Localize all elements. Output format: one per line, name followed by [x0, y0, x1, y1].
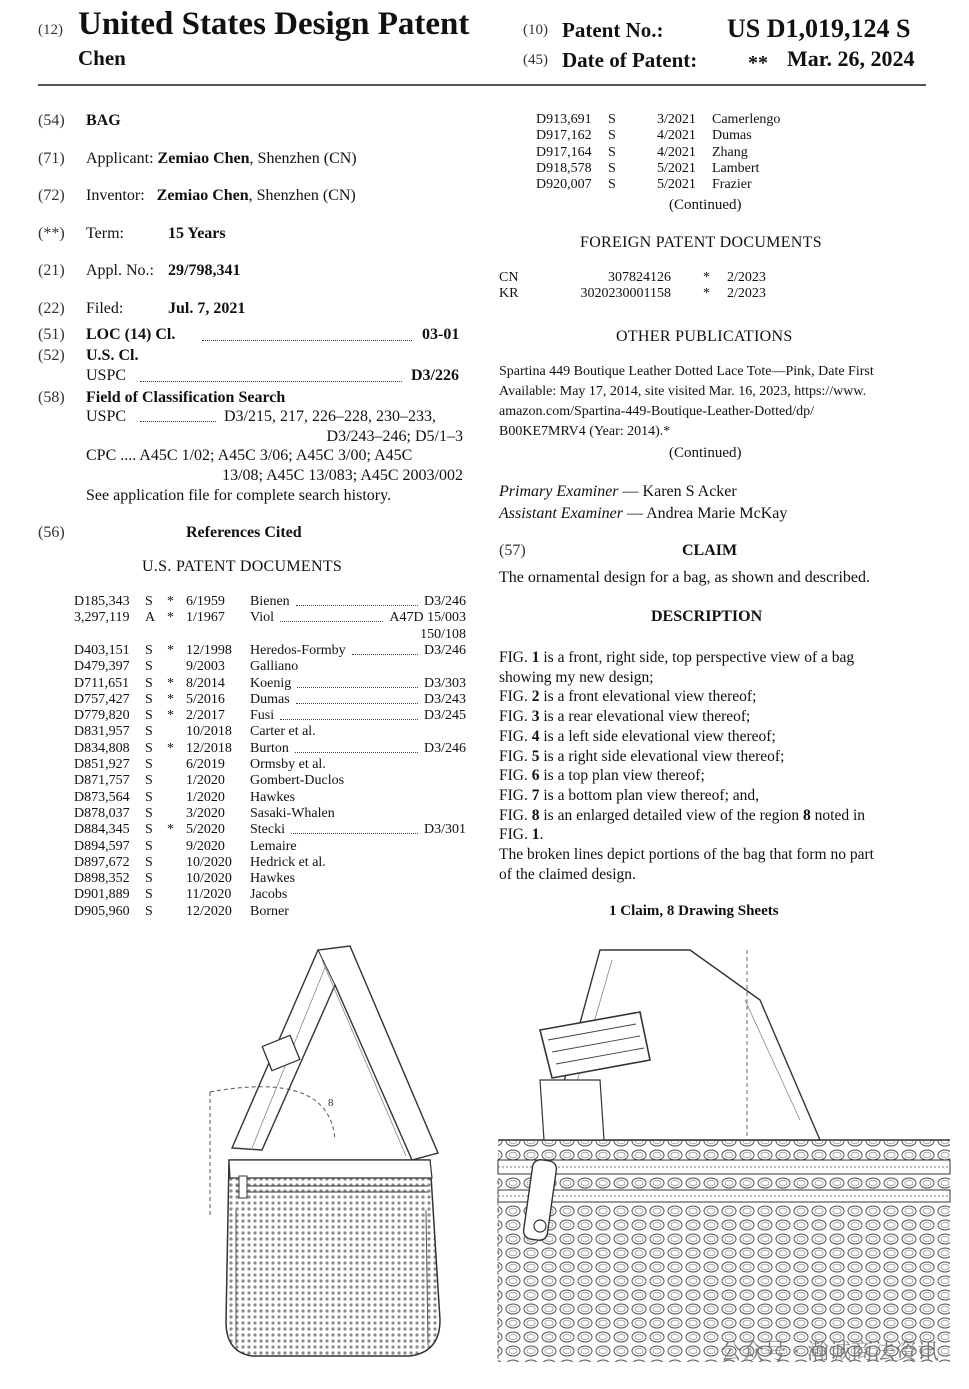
claim-text: The ornamental design for a bag, as shown and described. [499, 569, 870, 586]
foreign-cc: CN [499, 270, 519, 285]
other-publication-line: B00KE7MRV4 (Year: 2014).* [499, 424, 671, 439]
reference-date: 1/1967 [186, 610, 225, 626]
claims-sheets-count: 1 Claim, 8 Drawing Sheets [609, 903, 779, 919]
reference-date: 6/2019 [186, 757, 225, 772]
reference-num: D878,037 [74, 805, 130, 821]
foreign-date: 2/2023 [727, 286, 766, 301]
applicant-name: Zemiao Chen [157, 150, 250, 167]
patent-number: US D1,019,124 S [727, 14, 911, 43]
reference-kind: S [608, 160, 616, 176]
reference-star: * [167, 594, 174, 609]
reference-star: * [167, 610, 174, 626]
reference-kind: A [145, 610, 156, 626]
reference-name: Hawkes [250, 789, 296, 805]
reference-date: 5/2020 [186, 822, 225, 838]
reference-name: Jacobs [250, 887, 288, 903]
reference-num: D831,957 [74, 724, 130, 740]
other-publications-heading: OTHER PUBLICATIONS [616, 328, 793, 345]
reference-date: 3/2020 [186, 805, 225, 821]
reference-name: Galliano [250, 659, 299, 675]
appl-no-label: Appl. No.: [86, 262, 154, 279]
inventor-label: Inventor: [86, 187, 145, 204]
reference-num: D757,427 [74, 691, 130, 707]
references-cited-heading: References Cited [186, 524, 302, 541]
reference-num: 3,297,119 [74, 610, 130, 626]
reference-name: Dumas [250, 691, 290, 707]
reference-star: * [167, 691, 174, 707]
reference-date: 10/2018 [186, 724, 232, 740]
reference-name: Ormsby et al. [250, 757, 326, 772]
reference-cls: D3/303 [424, 675, 466, 691]
reference-date: 5/2016 [186, 691, 225, 707]
reference-date: 12/1998 [186, 642, 232, 658]
reference-num: D901,889 [74, 887, 130, 903]
search-cpc-line-1: CPC .... A45C 1/02; A45C 3/06; A45C 3/00; A45C [86, 447, 413, 464]
inid-code-10: (10) [523, 22, 548, 38]
us-class-value: D3/226 [411, 367, 459, 384]
reference-num: D851,927 [74, 757, 130, 772]
search-uspc-label: USPC [86, 408, 127, 425]
foreign-star: * [703, 270, 710, 285]
primary-examiner-name: — Karen S Acker [622, 483, 737, 500]
reference-num: D894,597 [74, 838, 130, 854]
design-title: BAG [86, 112, 121, 129]
reference-kind: S [145, 659, 153, 675]
search-cpc-line-2: 13/08; A45C 13/083; A45C 2003/002 [222, 467, 463, 484]
reference-date: 5/2021 [657, 177, 696, 193]
field-of-search-label: Field of Classification Search [86, 389, 286, 406]
inid-code-51: (51) [38, 326, 65, 343]
reference-cls: D3/243 [424, 691, 466, 707]
reference-star: * [167, 708, 174, 724]
reference-name: Koenig [250, 675, 292, 691]
filed-label: Filed: [86, 300, 124, 317]
reference-name: Borner [250, 903, 289, 919]
reference-num: D884,345 [74, 822, 130, 838]
reference-kind: S [145, 822, 153, 838]
applicant-surname: Chen [78, 46, 126, 70]
term-value: 15 Years [168, 225, 226, 242]
reference-name: Zhang [712, 144, 748, 160]
reference-kind: S [145, 887, 153, 903]
other-publication-line: Available: May 17, 2014, site visited Mar. 16, 2023, https://www. [499, 384, 867, 399]
reference-num: D897,672 [74, 854, 130, 870]
reference-name: Stecki [250, 822, 285, 838]
foreign-date: 2/2023 [727, 270, 766, 285]
foreign-cc: KR [499, 286, 519, 301]
reference-kind: S [145, 871, 153, 887]
reference-name: Hawkes [250, 871, 296, 887]
reference-num: D403,151 [74, 642, 130, 658]
reference-name: Burton [250, 740, 289, 756]
reference-date: 4/2021 [657, 144, 696, 160]
fig-desc-line: FIG. 7 is a bottom plan view thereof; and, [499, 786, 760, 804]
fig1-reference-numeral: 8 [328, 1097, 334, 1109]
reference-num: D185,343 [74, 594, 130, 609]
reference-name: Fusi [250, 708, 275, 724]
reference-num: D918,578 [536, 160, 592, 176]
applicant-location: , Shenzhen (CN) [249, 150, 357, 167]
fig-desc-line: FIG. 1. [499, 826, 544, 844]
reference-num: D834,808 [74, 740, 130, 756]
inid-code-56: (56) [38, 524, 65, 541]
reference-num: D898,352 [74, 871, 130, 887]
foreign-num: 3020230001158 [580, 286, 671, 301]
inid-code-45: (45) [523, 52, 548, 68]
reference-kind: S [145, 691, 153, 707]
reference-date: 6/1959 [186, 594, 225, 609]
inid-code-57: (57) [499, 542, 526, 559]
reference-cls: D3/246 [424, 642, 466, 658]
fig1-bag-drawing [210, 946, 440, 1356]
inid-code-58: (58) [38, 389, 65, 406]
date-of-patent: Mar. 26, 2024 [787, 46, 915, 71]
reference-date: 10/2020 [186, 854, 232, 870]
reference-num: D917,162 [536, 128, 592, 144]
reference-kind: S [608, 177, 616, 193]
fig-desc-line: FIG. 6 is a top plan view thereof; [499, 767, 705, 785]
reference-num: D779,820 [74, 708, 130, 724]
fig-desc-line: FIG. 3 is a rear elevational view thereof; [499, 708, 751, 726]
reference-kind: S [145, 838, 153, 854]
reference-kind: S [608, 128, 616, 144]
reference-name: Lemaire [250, 838, 297, 854]
us-patent-documents-heading: U.S. PATENT DOCUMENTS [142, 558, 343, 575]
reference-cls: 150/108 [420, 626, 466, 642]
reference-name: Bienen [250, 594, 290, 609]
uspc-label: USPC [86, 367, 127, 384]
reference-kind: S [145, 757, 153, 772]
reference-cls: D3/245 [424, 708, 466, 724]
search-uspc-line-1: D3/215, 217, 226–228, 230–233, [224, 408, 436, 425]
continued-label-1: (Continued) [669, 197, 742, 213]
reference-kind: S [145, 773, 153, 789]
reference-kind: S [145, 708, 153, 724]
reference-kind: S [145, 642, 153, 658]
other-publication-line: amazon.com/Spartina-449-Boutique-Leather-Dotted/dp/ [499, 404, 815, 419]
reference-num: D917,164 [536, 144, 592, 160]
reference-date: 8/2014 [186, 675, 225, 691]
inid-code-71: (71) [38, 150, 65, 167]
document-title: United States Design Patent [78, 6, 470, 42]
reference-kind: S [145, 805, 153, 821]
reference-name: Hedrick et al. [250, 854, 326, 870]
reference-name: Lambert [712, 160, 760, 176]
search-history-note: See application file for complete search history. [86, 487, 392, 504]
inid-code-term: (**) [38, 225, 65, 242]
broken-lines-note: The broken lines depict portions of the bag that form no part [499, 846, 874, 864]
reference-cls: D3/301 [424, 822, 466, 838]
term-label: Term: [86, 225, 124, 242]
assistant-examiner-name: — Andrea Marie McKay [627, 505, 788, 522]
reference-kind: S [145, 675, 153, 691]
description-heading: DESCRIPTION [651, 608, 763, 625]
broken-lines-note: of the claimed design. [499, 865, 636, 883]
inid-code-12: (12) [38, 22, 63, 38]
fig-desc-line: FIG. 5 is a right side elevational view thereof; [499, 747, 785, 765]
reference-kind: S [145, 724, 153, 740]
reference-date: 11/2020 [186, 887, 232, 903]
reference-date: 1/2020 [186, 789, 225, 805]
appl-no-value: 29/798,341 [168, 262, 241, 279]
inid-code-72: (72) [38, 187, 65, 204]
foreign-star: * [703, 286, 710, 301]
reference-name: Heredos-Formby [250, 642, 346, 658]
fig-desc-line: FIG. 4 is a left side elevational view thereof; [499, 727, 776, 745]
reference-date: 12/2018 [186, 740, 232, 756]
reference-num: D871,757 [74, 773, 130, 789]
reference-cls: A47D 15/003 [389, 610, 466, 626]
inid-code-54: (54) [38, 112, 65, 129]
reference-name: Camerlengo [712, 112, 781, 127]
reference-date: 10/2020 [186, 871, 232, 887]
reference-name: Gombert-Duclos [250, 773, 345, 789]
reference-star: * [167, 822, 174, 838]
inid-code-52: (52) [38, 347, 65, 364]
inventor-location: , Shenzhen (CN) [248, 187, 356, 204]
reference-date: 2/2017 [186, 708, 225, 724]
wechat-watermark: 公众号 · 瀚诚商法资讯 [720, 1340, 939, 1365]
reference-date: 4/2021 [657, 128, 696, 144]
reference-num: D873,564 [74, 789, 130, 805]
inventor-name: Zemiao Chen [156, 187, 249, 204]
reference-date: 5/2021 [657, 160, 696, 176]
reference-kind: S [608, 144, 616, 160]
fig8-detail-drawing [498, 950, 950, 1362]
reference-kind: S [608, 112, 616, 127]
reference-cls: D3/246 [424, 594, 466, 609]
loc-class-value: 03-01 [422, 326, 460, 343]
reference-num: D913,691 [536, 112, 592, 127]
patent-no-label: Patent No.: [562, 18, 664, 42]
foreign-patent-documents-heading: FOREIGN PATENT DOCUMENTS [580, 234, 822, 251]
reference-date: 9/2003 [186, 659, 225, 675]
filed-value: Jul. 7, 2021 [168, 300, 246, 317]
fig-desc-line: FIG. 1 is a front, right side, top perspective view of a bag [499, 649, 855, 666]
search-uspc-line-2: D3/243–246; D5/1–3 [326, 428, 463, 445]
continued-label-2: (Continued) [669, 445, 742, 461]
term-extension-mark: ** [748, 52, 768, 74]
reference-star: * [167, 740, 174, 756]
reference-kind: S [145, 789, 153, 805]
loc-class-label: LOC (14) Cl. [86, 326, 176, 343]
reference-date: 9/2020 [186, 838, 225, 854]
reference-date: 3/2021 [657, 112, 696, 127]
reference-kind: S [145, 854, 153, 870]
inid-code-22: (22) [38, 300, 65, 317]
reference-num: D905,960 [74, 903, 130, 919]
reference-num: D479,397 [74, 659, 130, 675]
reference-num: D920,007 [536, 177, 592, 193]
reference-kind: S [145, 740, 153, 756]
reference-star: * [167, 642, 174, 658]
reference-star: * [167, 675, 174, 691]
inid-code-21: (21) [38, 262, 65, 279]
reference-name: Carter et al. [250, 724, 316, 740]
date-of-patent-label: Date of Patent: [562, 48, 698, 72]
reference-date: 1/2020 [186, 773, 225, 789]
reference-kind: S [145, 594, 153, 609]
fig-desc-line: FIG. 8 is an enlarged detailed view of the region 8 noted in [499, 806, 866, 824]
assistant-examiner-label: Assistant Examiner [499, 505, 623, 522]
claim-heading: CLAIM [682, 542, 738, 559]
reference-cls: D3/246 [424, 740, 466, 756]
reference-name: Sasaki-Whalen [250, 805, 335, 821]
primary-examiner-label: Primary Examiner [499, 483, 619, 500]
fig-desc-line: showing my new design; [499, 668, 654, 686]
reference-name: Viol [250, 610, 275, 626]
reference-name: Dumas [712, 128, 752, 144]
reference-kind: S [145, 903, 153, 919]
other-publication-line: Spartina 449 Boutique Leather Dotted Lace Tote—Pink, Date First [499, 364, 874, 379]
applicant-label: Applicant: [86, 150, 154, 167]
us-class-label: U.S. Cl. [86, 347, 139, 364]
reference-date: 12/2020 [186, 903, 232, 919]
reference-name: Frazier [712, 177, 752, 193]
fig-desc-line: FIG. 2 is a front elevational view thereof; [499, 688, 757, 706]
reference-num: D711,651 [74, 675, 130, 691]
foreign-num: 307824126 [608, 270, 671, 285]
